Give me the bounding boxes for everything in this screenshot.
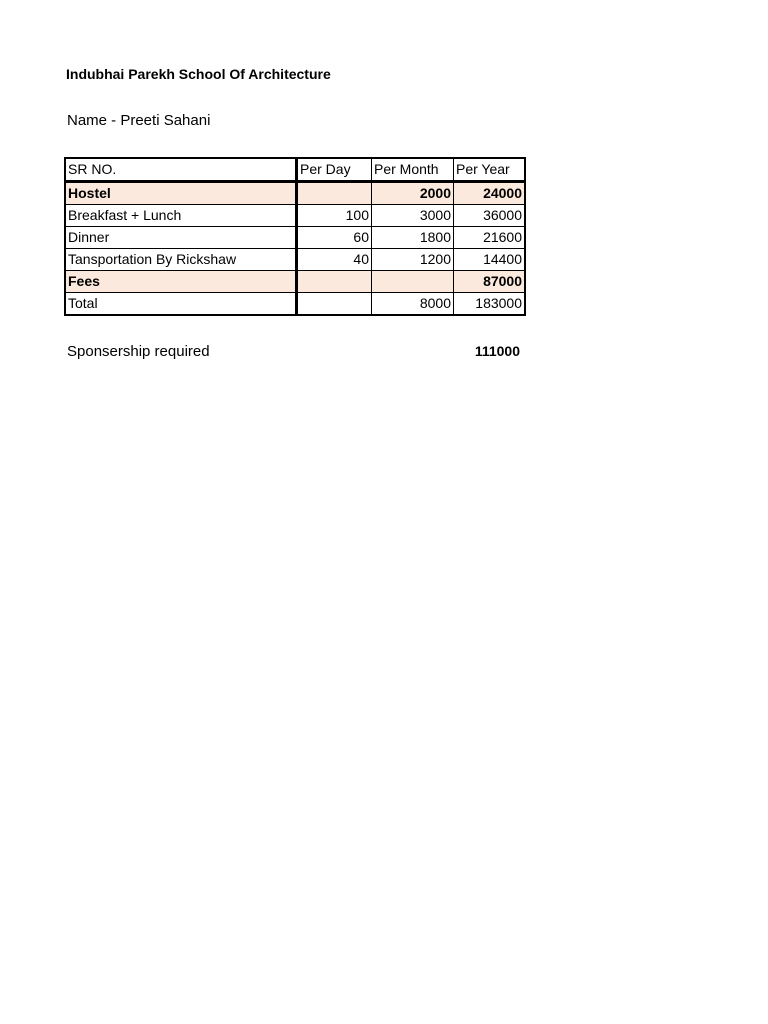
table-header-row	[65, 158, 525, 182]
row-per-day	[297, 271, 372, 293]
row-per-day: 100	[297, 205, 372, 227]
row-per-month: 1200	[372, 249, 454, 271]
student-name: Name - Preeti Sahani	[67, 112, 211, 129]
sponsorship-value: 111000	[474, 343, 520, 359]
row-per-month: 3000	[372, 205, 454, 227]
document-title: Indubhai Parekh School Of Architecture	[66, 66, 331, 82]
row-per-year: 87000	[454, 271, 526, 293]
row-label: Hostel	[65, 182, 297, 205]
row-per-month	[372, 271, 454, 293]
row-per-year: 21600	[454, 227, 526, 249]
table-row-total	[65, 293, 525, 316]
header-per-year: Per Year	[454, 158, 526, 182]
header-per-day: Per Day	[297, 158, 372, 182]
row-per-month: 1800	[372, 227, 454, 249]
table-row-breakfast-lunch	[65, 205, 525, 227]
row-label: Tansportation By Rickshaw	[65, 249, 297, 271]
table-row-fees	[65, 271, 525, 293]
table-row-hostel	[65, 182, 525, 205]
row-per-year: 14400	[454, 249, 526, 271]
row-per-month: 2000	[372, 182, 454, 205]
row-per-day: 60	[297, 227, 372, 249]
table-row-transportation	[65, 249, 525, 271]
header-per-month: Per Month	[372, 158, 454, 182]
row-per-day: 40	[297, 249, 372, 271]
row-per-month: 8000	[372, 293, 454, 316]
expense-table	[64, 157, 526, 316]
sponsorship-label: Sponsership required	[67, 343, 210, 360]
row-per-day	[297, 293, 372, 316]
header-sr-no: SR NO.	[65, 158, 297, 182]
row-per-year: 183000	[454, 293, 526, 316]
row-label: Fees	[65, 271, 297, 293]
row-per-year: 24000	[454, 182, 526, 205]
row-label: Total	[65, 293, 297, 316]
row-per-year: 36000	[454, 205, 526, 227]
row-label: Breakfast + Lunch	[65, 205, 297, 227]
row-per-day	[297, 182, 372, 205]
row-label: Dinner	[65, 227, 297, 249]
table-row-dinner	[65, 227, 525, 249]
